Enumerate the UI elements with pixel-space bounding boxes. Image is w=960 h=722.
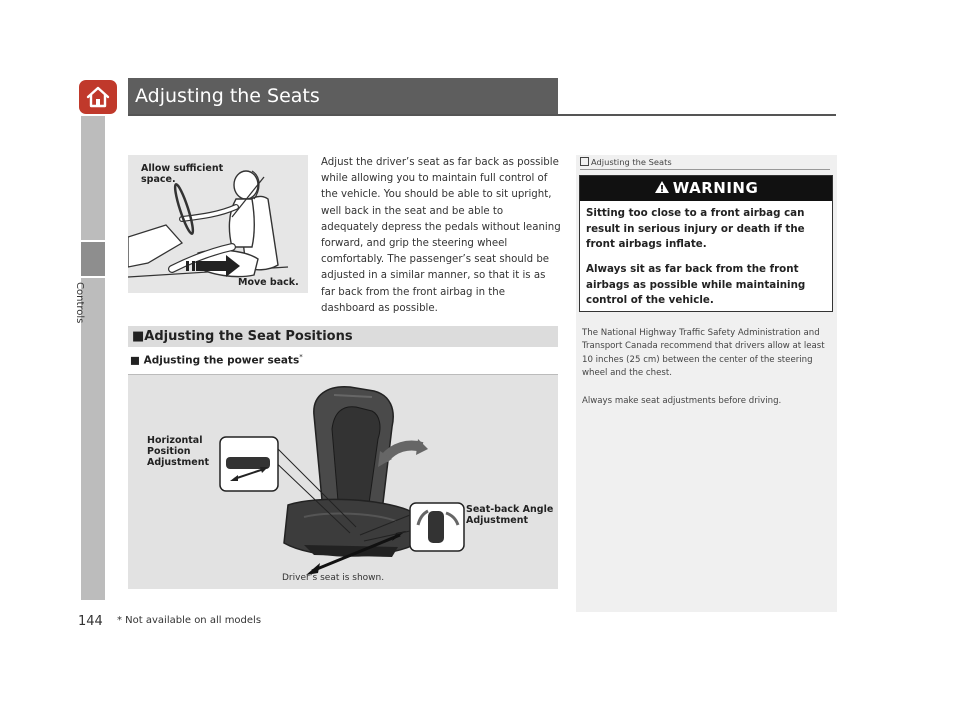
note-paragraph-1: The National Highway Traffic Safety Administration and Transport Canada recommend that drivers allow at least 10 inches (25 cm) between the center of the steering wheel and the chest. bbox=[582, 328, 825, 378]
figure-caption: Driver’s seat is shown. bbox=[282, 573, 385, 583]
title-underline bbox=[128, 114, 836, 116]
sidebar-band-top bbox=[81, 116, 105, 240]
sidebar-band-bottom bbox=[81, 278, 105, 600]
power-seat-drawing bbox=[128, 375, 558, 589]
warning-title: WARNING bbox=[672, 179, 759, 197]
power-seat-illustration bbox=[128, 374, 558, 589]
section-heading: ■Adjusting the Seat Positions bbox=[128, 326, 558, 347]
footnote-marker: * bbox=[299, 353, 303, 361]
horizontal-position-label: Horizontal Position Adjustment bbox=[147, 435, 210, 468]
warning-text-2: Always sit as far back from the front airbags as possible while maintaining control of the vehicle. bbox=[586, 263, 806, 306]
warning-triangle-icon bbox=[654, 180, 670, 194]
section-side-label: Controls bbox=[74, 282, 85, 324]
power-seats-subheading-text: ■ Adjusting the power seats bbox=[130, 354, 300, 367]
seatback-angle-label: Seat-back Angle Adjustment bbox=[466, 504, 554, 526]
home-button[interactable] bbox=[79, 80, 117, 114]
move-back-label: Move back. bbox=[238, 277, 299, 288]
intro-paragraph: Adjust the driver’s seat as far back as possible while allowing you to maintain full control of the vehicle. You should be able to sit upright, well back in the seat and be able to adequately depress the pedals without leaning forward, and grip the steering wheel comfortably. The passenger’s seat should be adjusted in a similar manner, so that it is as far back from the front airbag in the dashboard as possible. bbox=[321, 157, 561, 314]
notes-panel bbox=[576, 155, 837, 612]
sidebar-band-dark bbox=[81, 242, 105, 276]
home-icon bbox=[85, 85, 111, 109]
notes-heading-text: Adjusting the Seats bbox=[591, 157, 672, 167]
notes-heading bbox=[580, 157, 830, 170]
page-title: Adjusting the Seats bbox=[128, 78, 558, 115]
note-marker-icon bbox=[580, 157, 589, 166]
warning-text-1: Sitting too close to a front airbag can result in serious injury or death if the front airbags inflate. bbox=[586, 207, 805, 250]
power-seats-subheading bbox=[130, 353, 303, 367]
driver-position-illustration bbox=[128, 155, 308, 293]
warning-box bbox=[579, 175, 833, 312]
page-number: 144 bbox=[78, 614, 103, 629]
note-paragraph-2: Always make seat adjustments before driving. bbox=[582, 396, 782, 406]
warning-header bbox=[580, 176, 832, 201]
footnote: * Not available on all models bbox=[117, 615, 262, 626]
allow-space-label: Allow sufficient space. bbox=[141, 163, 224, 185]
